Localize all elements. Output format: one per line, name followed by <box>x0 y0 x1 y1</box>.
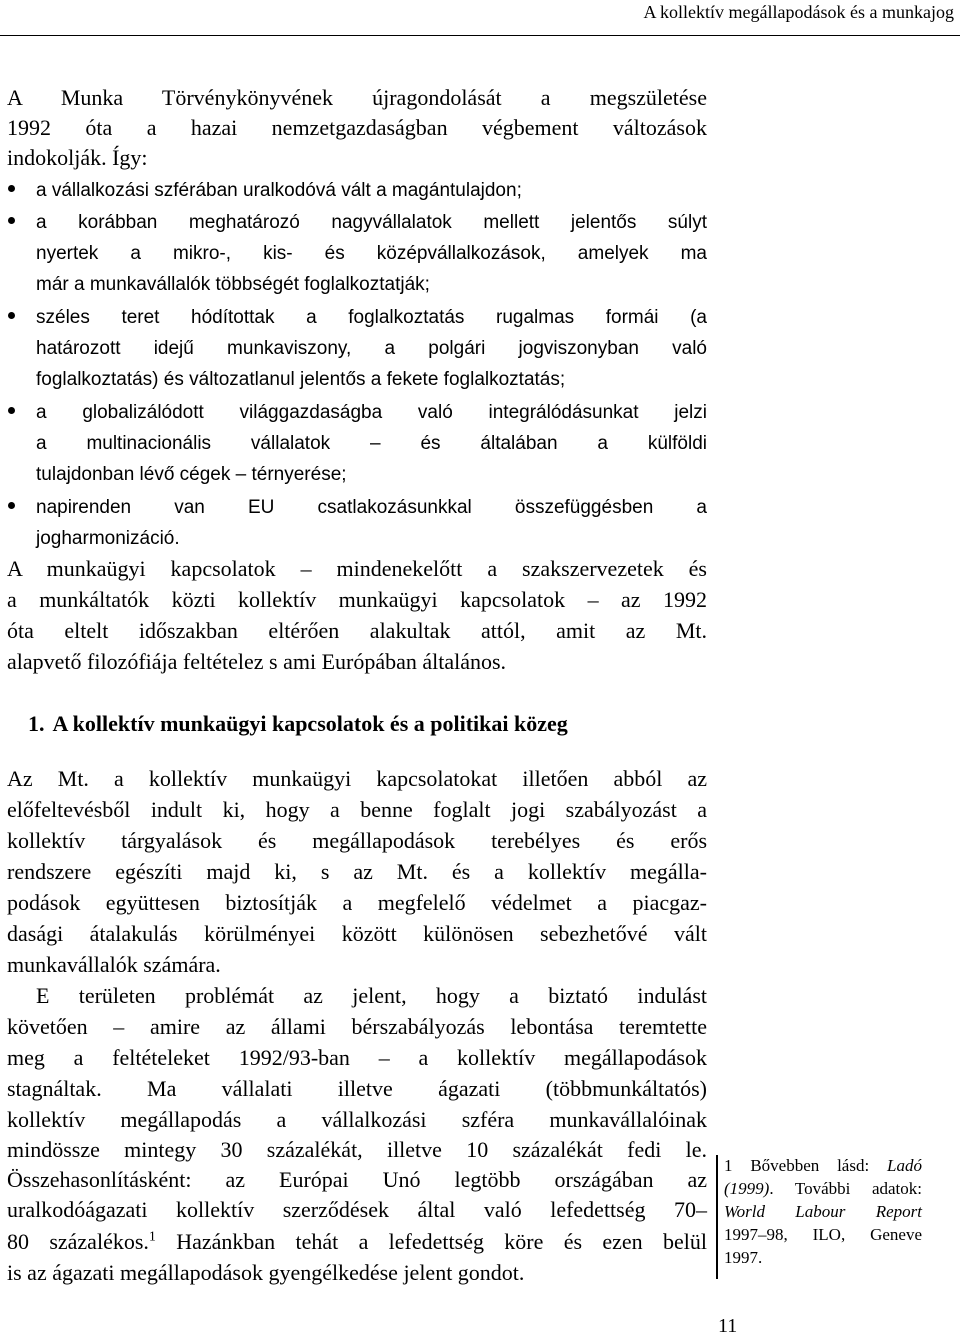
intro-line: A Munka Törvénykönyvének újragondolását a megszületése <box>7 85 707 110</box>
footnote-text: Bővebben lásd: <box>732 1156 888 1175</box>
body-line: előfeltevésből indult ki, hogy a benne foglalt jogi szabályozást a <box>7 797 707 822</box>
bullet-icon <box>8 502 15 509</box>
running-header: A kollektív megállapodások és a munkajog <box>643 2 954 22</box>
body-line: munkavállalók számára. <box>7 952 221 977</box>
bullet-icon <box>8 312 15 319</box>
body-line: rendszere egészíti majd ki, s az Mt. és a kollektív megálla- <box>7 859 707 884</box>
footnote-line <box>724 1154 922 1177</box>
body-line: podások együttesen biztosítják a megfelelő védelmet a piacgaz- <box>7 890 707 915</box>
body-line: kollektív megállapodás a vállalkozási szféra munkavállalóinak <box>7 1107 707 1132</box>
section-number: 1. <box>28 711 45 736</box>
body-line: is az ágazati megállapodások gyengélkedése jelent gondot. <box>7 1260 525 1285</box>
body-line: követően – amire az állami bérszabályozás lebontása teremtette <box>7 1014 707 1039</box>
list-item-line: a korábban meghatározó nagyvállalatok mellett jelentős súlyt <box>36 212 707 233</box>
intro-line: indokolják. Így: <box>7 145 148 170</box>
body-line: stagnáltak. Ma vállalati illetve ágazati (többmunkáltatós) <box>7 1076 707 1101</box>
footnote-text: . További adatok: <box>769 1179 922 1198</box>
body-line: Az Mt. a kollektív munkaügyi kapcsolatokat illetően abból az <box>7 766 707 791</box>
header-divider <box>0 35 960 36</box>
bullet-icon <box>8 185 15 192</box>
body-line: A munkaügyi kapcsolatok – mindenekelőtt a szakszervezetek és <box>7 556 707 581</box>
body-line: óta eltelt időszakban eltérően alakultak attól, amit az Mt. <box>7 618 707 643</box>
body-line: Összehasonlításként: az Európai Unó legtöbb országában az <box>7 1167 707 1192</box>
list-item-line: napirenden van EU csatlakozásunkkal összefüggésben a <box>36 497 707 518</box>
bullet-icon <box>8 407 15 414</box>
list-item-line: a vállalkozási szférában uralkodóvá vált a magántulajdon; <box>36 180 522 201</box>
list-item-line: tulajdonban lévő cégek – térnyerése; <box>36 464 347 485</box>
list-item-line: nyertek a mikro-, kis- és középvállalkozások, amelyek ma <box>36 243 707 264</box>
body-line: dasági átalakulás körülményei között különösen sebezhetővé vált <box>7 921 707 946</box>
body-line <box>7 1227 707 1257</box>
body-text: 80 százalékos. <box>7 1229 149 1254</box>
footnote-line: 1997–98, ILO, Geneve <box>724 1225 922 1244</box>
page-number: 11 <box>718 1315 738 1337</box>
body-text: Hazánkban tehát a lefedettség köre és ezen belül <box>155 1229 707 1254</box>
footnote-citation: Ladó <box>887 1156 922 1175</box>
body-line: mindössze mintegy 30 százalékát, illetve 10 százalékát fedi le. <box>7 1137 707 1162</box>
list-item-line: a globalizálódott világgazdaságba való integrálódásunkat jelzi <box>36 402 707 423</box>
bullet-icon <box>8 217 15 224</box>
body-line: a munkáltatók közti kollektív munkaügyi kapcsolatok – az 1992 <box>7 587 707 612</box>
list-item-line: széles teret hódítottak a foglalkoztatás rugalmas formái (a <box>36 307 707 328</box>
body-line: uralkodóágazati kollektív szerződések által való lefedettség 70– <box>7 1197 707 1222</box>
footnote-citation-year: (1999) <box>724 1179 770 1198</box>
section-title: A kollektív munkaügyi kapcsolatok és a politikai közeg <box>52 711 568 736</box>
body-line: meg a feltételeket 1992/93-ban – a kollektív megállapodások <box>7 1045 707 1070</box>
footnote-line: 1997. <box>724 1248 763 1267</box>
list-item-line: már a munkavállalók többségét foglalkoztatják; <box>36 274 430 295</box>
body-line: alapvető filozófiája feltételez s ami Európában általános. <box>7 649 507 674</box>
list-item-line: határozott idejű munkaviszony, a polgári jogviszonyban való <box>36 338 707 359</box>
list-item-line: a multinacionális vállalatok – és általában a külföldi <box>36 433 707 454</box>
footnote-report-title: World Labour Report <box>724 1202 922 1221</box>
footnote-number: 1 <box>724 1156 733 1175</box>
list-item-line: foglalkoztatás) és változatlanul jelentős a fekete foglalkoztatás; <box>36 369 566 390</box>
intro-line: 1992 óta a hazai nemzetgazdaságban végbement változások <box>7 115 707 140</box>
body-line: kollektív tárgyalások és megállapodások terebélyes és erős <box>7 828 707 853</box>
body-line: E területen problémát az jelent, hogy a biztató indulást <box>36 983 707 1008</box>
section-heading <box>28 709 568 739</box>
footnote-line <box>724 1177 922 1200</box>
footnote-rule <box>716 1155 718 1279</box>
footnote-reference[interactable]: 1 <box>148 1229 156 1245</box>
list-item-line: jogharmonizáció. <box>36 528 180 549</box>
